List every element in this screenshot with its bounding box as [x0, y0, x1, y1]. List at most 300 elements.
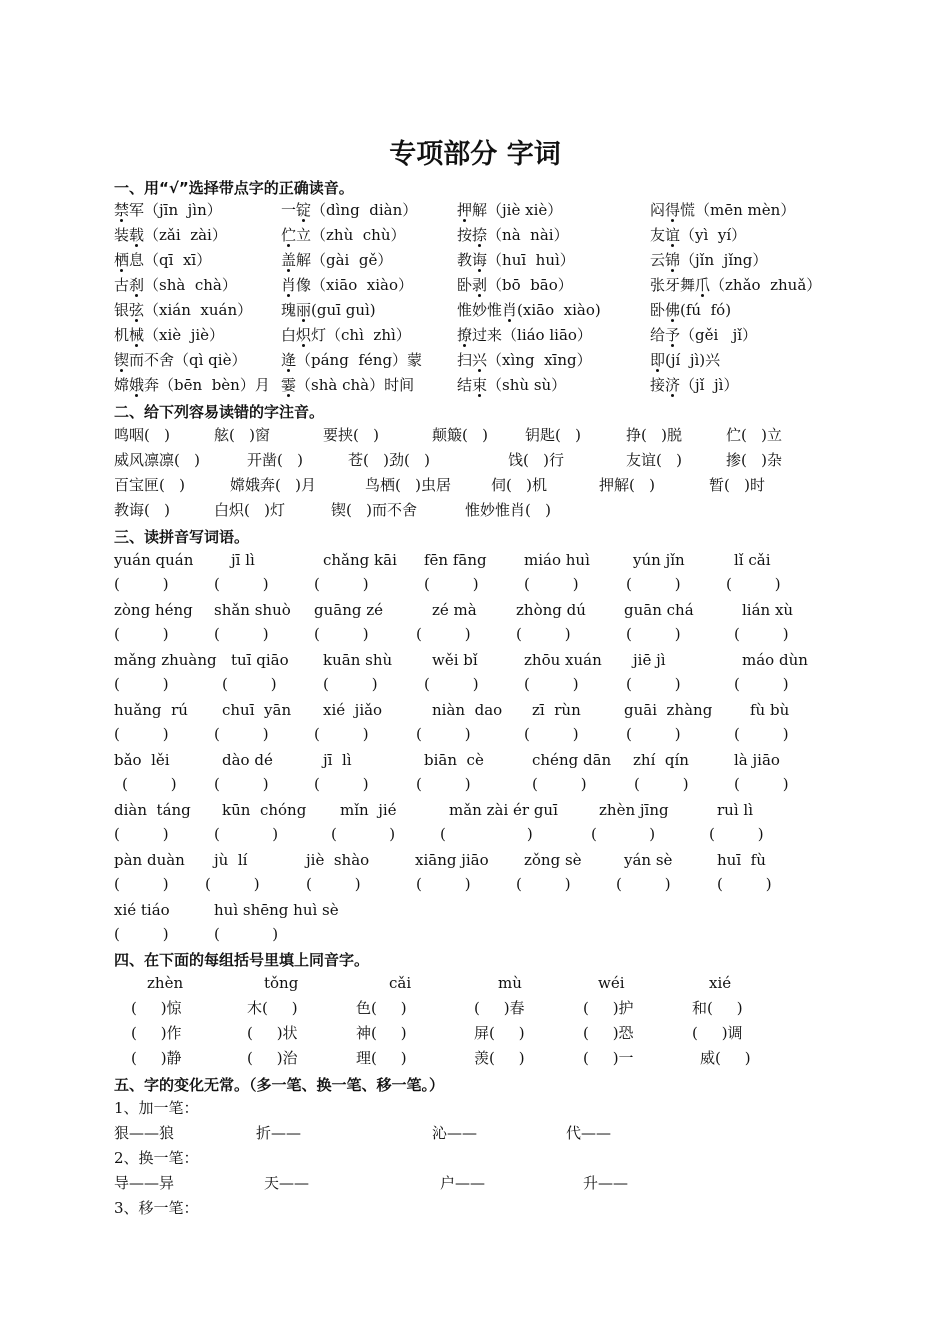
dotted-character: 锭: [296, 201, 312, 219]
homophone-blank: ( )作: [131, 1024, 182, 1042]
homophone-blank: 理( ): [356, 1049, 407, 1067]
pinyin-word: guāng zé: [314, 601, 384, 619]
annotate-word: 钥匙( ): [525, 426, 582, 444]
pronunciation-item: [114, 349, 246, 371]
pronunciation-item: [457, 349, 592, 371]
dotted-character: 捺: [472, 226, 488, 244]
annotate-word: 友谊( ): [626, 451, 683, 469]
reading-options: （xìng xīng）: [487, 351, 592, 369]
word-prefix: 瑰: [281, 301, 297, 319]
pinyin-word: diàn táng: [114, 801, 191, 819]
reading-options: (guī guì): [311, 301, 376, 319]
annotate-word: 伺( )机: [491, 476, 548, 494]
word-prefix: 接: [650, 376, 666, 394]
reading-options: （xián xuán）: [144, 301, 253, 319]
pinyin-word: huī fù: [717, 851, 766, 869]
answer-bracket: ( ): [626, 675, 681, 693]
dotted-character: 丽: [296, 301, 312, 319]
dotted-character: 诲: [472, 251, 488, 269]
pronunciation-item: [114, 324, 224, 346]
homophone-blank: ( )春: [474, 999, 525, 1017]
annotate-word: 白炽( )灯: [214, 501, 286, 519]
pronunciation-item: [114, 199, 222, 221]
dotted-character: 即: [650, 351, 666, 369]
word-prefix: 结: [457, 376, 473, 394]
annotate-word: 鸟栖( )虫居: [365, 476, 452, 494]
pronunciation-item: [281, 299, 376, 321]
homophone-pinyin: xié: [709, 974, 732, 992]
word-prefix: 嫦: [114, 376, 130, 394]
homophone-pinyin-row: [0, 972, 950, 994]
pronunciation-row: [0, 349, 950, 371]
pronunciation-item: [650, 249, 767, 271]
answer-bracket: ( ): [416, 775, 471, 793]
pronunciation-item: [281, 249, 392, 271]
word-prefix: 扫: [457, 351, 473, 369]
word-prefix: 惟妙惟: [457, 301, 503, 319]
answer-bracket: ( ): [214, 825, 279, 843]
dotted-character: 撩: [457, 326, 473, 344]
pinyin-word: fēn fāng: [424, 551, 487, 569]
stroke-item: 狠——狼: [114, 1124, 175, 1142]
homophone-pinyin: cǎi: [389, 974, 412, 992]
dotted-character: 弦: [129, 301, 145, 319]
homophone-row: [0, 997, 950, 1019]
answer-bracket: ( ): [306, 875, 361, 893]
annotate-word: 押解( ): [599, 476, 656, 494]
pinyin-row: [0, 849, 950, 871]
stroke-item: 升——: [583, 1174, 629, 1192]
reading-options: （xiè jiè）: [144, 326, 225, 344]
pinyin-word: zé mà: [432, 601, 477, 619]
dotted-character: 栖: [114, 251, 130, 269]
annotate-word: 开凿( ): [247, 451, 304, 469]
answer-bracket: ( ): [114, 825, 169, 843]
word-prefix: 白: [281, 326, 297, 344]
answer-bracket: ( ): [626, 625, 681, 643]
answer-bracket: ( ): [114, 725, 169, 743]
stroke-item: 代——: [566, 1124, 612, 1142]
homophone-row: [0, 1047, 950, 1069]
reading-options: （nà nài）: [487, 226, 569, 244]
answer-bracket: ( ): [114, 575, 169, 593]
pinyin-word: jī lì: [323, 751, 352, 769]
pinyin-word: yuán quán: [114, 551, 194, 569]
pinyin-row: [0, 899, 950, 921]
word-prefix: 给: [650, 326, 666, 344]
annotate-word: 苍( )劲( ): [348, 451, 431, 469]
reading-options: （shà chà）: [144, 276, 237, 294]
answer-bracket: ( ): [314, 725, 369, 743]
reading-options: 而不舍（qì qiè）: [129, 351, 247, 369]
homophone-blank: ( )恐: [583, 1024, 634, 1042]
answer-bracket: ( ): [314, 775, 369, 793]
dotted-character: 肖: [281, 276, 297, 294]
pinyin-word: jī lì: [231, 551, 255, 569]
pronunciation-item: [281, 374, 414, 396]
dotted-character: 刹: [129, 276, 145, 294]
reading-options: 像（xiāo xiào）: [296, 276, 414, 294]
answer-bracket: ( ): [734, 675, 789, 693]
pinyin-row: [0, 799, 950, 821]
annotate-row: [0, 424, 950, 446]
answer-row: [0, 823, 950, 845]
word-prefix: 卧: [650, 301, 666, 319]
pinyin-word: jiè shào: [306, 851, 370, 869]
homophone-row: [0, 1022, 950, 1044]
homophone-blank: 屏( ): [474, 1024, 525, 1042]
pinyin-word: zhòng dú: [516, 601, 586, 619]
reading-options: 解（jiè xiè）: [472, 201, 563, 219]
answer-bracket: ( ): [114, 875, 169, 893]
pronunciation-item: [457, 199, 562, 221]
reading-options: （jǐn jǐng）: [680, 251, 768, 269]
answer-bracket: ( ): [709, 825, 764, 843]
annotate-word: 伫( )立: [726, 426, 783, 444]
pronunciation-item: [281, 224, 406, 246]
answer-row: [0, 573, 950, 595]
reading-options: （shù sù）: [487, 376, 567, 394]
pronunciation-item: [281, 199, 417, 221]
dotted-character: 锦: [665, 251, 681, 269]
pronunciation-item: [457, 324, 592, 346]
pinyin-word: xiāng jiāo: [415, 851, 489, 869]
dotted-character: 载: [129, 226, 145, 244]
pronunciation-item: [457, 249, 575, 271]
reading-options: （huī huì）: [487, 251, 575, 269]
annotate-row: [0, 474, 950, 496]
answer-bracket: ( ): [734, 725, 789, 743]
pinyin-word: yán sè: [624, 851, 673, 869]
dotted-character: 霎: [281, 376, 297, 394]
word-prefix: 按: [457, 226, 473, 244]
pinyin-row: [0, 599, 950, 621]
annotate-word: 饯( )行: [508, 451, 565, 469]
pronunciation-item: [114, 274, 237, 296]
homophone-blank: 色( ): [356, 999, 407, 1017]
answer-bracket: ( ): [726, 575, 781, 593]
answer-bracket: ( ): [626, 575, 681, 593]
pinyin-word: bǎo lěi: [114, 751, 170, 769]
pinyin-word: dào dé: [222, 751, 273, 769]
dotted-character: 济: [665, 376, 681, 394]
dotted-character: 伫: [281, 226, 297, 244]
pinyin-word: chéng dān: [532, 751, 612, 769]
dotted-character: 肖: [502, 301, 518, 319]
pinyin-word: xié jiǎo: [323, 701, 383, 719]
reading-options: （páng féng）蒙: [296, 351, 423, 369]
answer-row: [0, 723, 950, 745]
pinyin-word: kuān shù: [323, 651, 393, 669]
reading-options: （bō bāo）: [487, 276, 573, 294]
pronunciation-item: [114, 224, 227, 246]
word-prefix: 装: [114, 226, 130, 244]
pronunciation-item: [457, 224, 569, 246]
dotted-character: 谊: [665, 226, 681, 244]
pronunciation-row: [0, 224, 950, 246]
word-prefix: 古: [114, 276, 130, 294]
annotate-word: 百宝匣( ): [114, 476, 186, 494]
homophone-blank: ( )护: [583, 999, 634, 1017]
pinyin-word: zǒng sè: [524, 851, 582, 869]
pinyin-word: xié tiáo: [114, 901, 170, 919]
answer-bracket: ( ): [616, 875, 671, 893]
reading-options: 灯（chì zhì）: [311, 326, 411, 344]
pinyin-word: zhōu xuán: [524, 651, 602, 669]
reading-options: (jí jì)兴: [665, 351, 721, 369]
pinyin-row: [0, 549, 950, 571]
answer-row: [0, 673, 950, 695]
answer-bracket: ( ): [516, 875, 571, 893]
annotate-word: 威风凛凛( ): [114, 451, 201, 469]
pinyin-word: huǎng rú: [114, 701, 188, 719]
pronunciation-item: [114, 249, 211, 271]
stroke-item: 天——: [264, 1174, 310, 1192]
dotted-character: 佛: [665, 301, 681, 319]
dotted-character: 械: [129, 326, 145, 344]
section-4-heading: 四、在下面的每组括号里填上同音字。: [114, 951, 370, 969]
pinyin-word: zhèn jīng: [599, 801, 669, 819]
reading-options: 军（jīn jìn）: [129, 201, 222, 219]
answer-bracket: ( ): [524, 675, 579, 693]
answer-bracket: ( ): [323, 675, 378, 693]
add-stroke-label: 1、加一笔：: [114, 1099, 199, 1117]
answer-bracket: ( ): [440, 825, 533, 843]
section-5-heading: 五、字的变化无常。（多一笔、换一笔、移一笔。）: [114, 1076, 445, 1094]
answer-bracket: ( ): [222, 675, 277, 693]
homophone-blank: ( )状: [247, 1024, 298, 1042]
annotate-word: 锲( )而不舍: [331, 501, 418, 519]
answer-bracket: ( ): [416, 625, 471, 643]
pronunciation-row: [0, 299, 950, 321]
pronunciation-item: [650, 274, 821, 296]
pinyin-word: zòng héng: [114, 601, 193, 619]
homophone-blank: 威( ): [700, 1049, 751, 1067]
answer-bracket: ( ): [214, 725, 269, 743]
answer-bracket: ( ): [314, 575, 369, 593]
dotted-character: 盖: [281, 251, 297, 269]
pinyin-word: mǎn zài ér guī: [449, 801, 558, 819]
reading-options: （gěi jǐ）: [680, 326, 758, 344]
answer-bracket: ( ): [214, 775, 269, 793]
section-2-heading: 二、给下列容易读错的字注音。: [114, 403, 325, 421]
word-prefix: 银: [114, 301, 130, 319]
answer-bracket: ( ): [717, 875, 772, 893]
stroke-item: 沁——: [432, 1124, 478, 1142]
annotate-word: 嫦娥奔( )月: [230, 476, 317, 494]
answer-bracket: ( ): [524, 575, 579, 593]
pinyin-word: chǎng kāi: [323, 551, 397, 569]
section-3-heading: 三、读拼音写词语。: [114, 528, 250, 546]
reading-options: 息（qī xī）: [129, 251, 212, 269]
reading-options: （zǎi zài）: [144, 226, 227, 244]
homophone-blank: 神( ): [356, 1024, 407, 1042]
homophone-blank: ( )静: [131, 1049, 182, 1067]
homophone-blank: 和( ): [692, 999, 743, 1017]
pronunciation-row: [0, 324, 950, 346]
dotted-character: 剥: [472, 276, 488, 294]
pronunciation-row: [0, 199, 950, 221]
move-stroke-label: 3、移一笔：: [114, 1199, 199, 1217]
word-prefix: 一: [281, 201, 297, 219]
word-prefix: 教: [457, 251, 473, 269]
reading-options: （jǐ jì）: [680, 376, 739, 394]
pinyin-word: kūn chóng: [222, 801, 307, 819]
pronunciation-item: [114, 374, 270, 396]
answer-bracket: ( ): [114, 925, 169, 943]
answer-bracket: ( ): [114, 675, 169, 693]
pinyin-word: zhí qín: [633, 751, 689, 769]
answer-bracket: ( ): [214, 575, 269, 593]
pinyin-word: yún jǐn: [633, 551, 685, 569]
answer-bracket: ( ): [634, 775, 689, 793]
answer-bracket: ( ): [205, 875, 260, 893]
reading-options: (fú fó): [680, 301, 732, 319]
stroke-item: 户——: [440, 1174, 486, 1192]
pronunciation-item: [650, 324, 757, 346]
pinyin-word: tuī qiāo: [231, 651, 289, 669]
reading-options: （shà chà）时间: [296, 376, 415, 394]
pinyin-word: fù bù: [750, 701, 790, 719]
pronunciation-row: [0, 374, 950, 396]
reading-options: 奔（bēn bèn）月: [144, 376, 270, 394]
pinyin-word: biān cè: [424, 751, 484, 769]
answer-bracket: ( ): [114, 625, 169, 643]
pinyin-row: [0, 649, 950, 671]
answer-row: [0, 773, 950, 795]
pinyin-word: mǐn jié: [340, 801, 397, 819]
homophone-pinyin: wéi: [598, 974, 625, 992]
pinyin-row: [0, 749, 950, 771]
pinyin-row: [0, 699, 950, 721]
answer-row: [0, 923, 950, 945]
annotate-word: 挣( )脱: [626, 426, 683, 444]
pronunciation-item: [114, 299, 252, 321]
answer-bracket: ( ): [416, 875, 471, 893]
dotted-character: 逄: [281, 351, 297, 369]
pronunciation-item: [457, 299, 601, 321]
add-stroke-items: [0, 1122, 950, 1144]
reading-options: (xiāo xiào): [517, 301, 601, 319]
pinyin-word: shǎn shuò: [214, 601, 291, 619]
pinyin-word: chuī yān: [222, 701, 292, 719]
pronunciation-row: [0, 274, 950, 296]
answer-bracket: ( ): [122, 775, 177, 793]
answer-bracket: ( ): [532, 775, 587, 793]
annotate-row: [0, 499, 950, 521]
page-title: 专项部分 字词: [389, 139, 561, 170]
change-stroke-label: 2、换一笔：: [114, 1149, 199, 1167]
pinyin-word: là jiāo: [734, 751, 780, 769]
answer-bracket: ( ): [416, 725, 471, 743]
pinyin-word: niàn dao: [432, 701, 503, 719]
homophone-blank: ( )一: [583, 1049, 634, 1067]
dotted-character: 禁: [114, 201, 130, 219]
homophone-blank: ( )治: [247, 1049, 298, 1067]
answer-bracket: ( ): [524, 725, 579, 743]
answer-bracket: ( ): [591, 825, 656, 843]
pinyin-word: pàn duàn: [114, 851, 185, 869]
answer-bracket: ( ): [734, 625, 789, 643]
pinyin-word: lián xù: [742, 601, 794, 619]
annotate-word: 教诲( ): [114, 501, 171, 519]
annotate-word: 鸣咽( ): [114, 426, 171, 444]
pronunciation-item: [650, 224, 746, 246]
homophone-blank: 木( ): [247, 999, 298, 1017]
dotted-character: 束: [472, 376, 488, 394]
answer-bracket: ( ): [331, 825, 396, 843]
pinyin-word: jiē jì: [633, 651, 666, 669]
pinyin-word: huì shēng huì sè: [214, 901, 339, 919]
homophone-blank: ( )调: [692, 1024, 743, 1042]
homophone-pinyin: zhèn: [147, 974, 184, 992]
answer-bracket: ( ): [734, 775, 789, 793]
reading-options: （dìng diàn）: [311, 201, 418, 219]
pronunciation-item: [281, 324, 411, 346]
word-prefix: 机: [114, 326, 130, 344]
stroke-item: 折——: [256, 1124, 302, 1142]
word-prefix: 友: [650, 226, 666, 244]
pinyin-word: mǎng zhuàng: [114, 651, 217, 669]
answer-bracket: ( ): [626, 725, 681, 743]
annotate-word: 舷( )窗: [214, 426, 271, 444]
annotate-word: 掺( )杂: [726, 451, 783, 469]
word-prefix: 卧: [457, 276, 473, 294]
reading-options: 过来（liáo liāo）: [472, 326, 592, 344]
homophone-blank: ( )惊: [131, 999, 182, 1017]
pronunciation-item: [457, 374, 566, 396]
pronunciation-item: [650, 349, 720, 371]
answer-bracket: ( ): [214, 925, 279, 943]
answer-bracket: ( ): [214, 625, 269, 643]
homophone-pinyin: mù: [498, 974, 522, 992]
dotted-character: 得: [665, 201, 681, 219]
answer-bracket: ( ): [424, 575, 479, 593]
pinyin-word: wěi bǐ: [432, 651, 478, 669]
pinyin-word: guāi zhàng: [624, 701, 713, 719]
annotate-word: 要挟( ): [323, 426, 380, 444]
homophone-pinyin: tǒng: [264, 974, 299, 992]
reading-options: （zhǎo zhuǎ）: [710, 276, 822, 294]
annotate-row: [0, 449, 950, 471]
answer-bracket: ( ): [314, 625, 369, 643]
pronunciation-row: [0, 249, 950, 271]
reading-options: 解（gài gě）: [296, 251, 393, 269]
dotted-character: 炽: [296, 326, 312, 344]
homophone-blank: 羡( ): [474, 1049, 525, 1067]
dotted-character: 予: [665, 326, 681, 344]
pinyin-word: ruì lì: [717, 801, 753, 819]
dotted-character: 兴: [472, 351, 488, 369]
section-1-heading: 一、用“√”选择带点字的正确读音。: [114, 179, 354, 197]
pronunciation-item: [650, 374, 738, 396]
pronunciation-item: [281, 349, 422, 371]
dotted-character: 押: [457, 201, 473, 219]
annotate-word: 暂( )时: [709, 476, 766, 494]
pronunciation-item: [281, 274, 413, 296]
reading-options: 慌（mēn mèn）: [680, 201, 796, 219]
answer-bracket: ( ): [424, 675, 479, 693]
word-prefix: 闷: [650, 201, 666, 219]
reading-options: 立（zhù chù）: [296, 226, 406, 244]
pinyin-word: zī rùn: [532, 701, 581, 719]
pinyin-word: jù lí: [214, 851, 248, 869]
answer-bracket: ( ): [516, 625, 571, 643]
pronunciation-item: [650, 299, 731, 321]
annotate-word: 惟妙惟肖( ): [465, 501, 552, 519]
pinyin-word: miáo huì: [524, 551, 590, 569]
dotted-character: 锲: [114, 351, 130, 369]
